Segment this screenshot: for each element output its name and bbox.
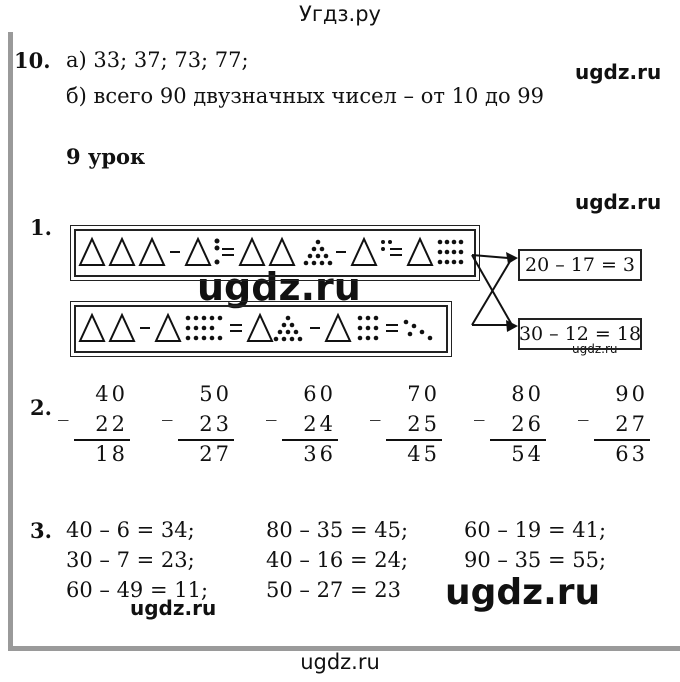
- equation: 50 – 27 = 23: [266, 578, 401, 602]
- minus-sign: _: [370, 397, 384, 421]
- minus-sign: _: [58, 397, 72, 421]
- result: 18: [95, 442, 128, 466]
- minuend: 50: [199, 382, 232, 406]
- equation: 40 – 6 = 34;: [66, 518, 195, 542]
- result: 54: [511, 442, 544, 466]
- result: 63: [615, 442, 648, 466]
- triangle-shape: [110, 239, 134, 265]
- equation: 80 – 35 = 45;: [266, 518, 409, 542]
- triangle-shape: [240, 239, 264, 265]
- subtrahend: 25: [407, 412, 440, 436]
- site-header: Угдз.ру: [299, 2, 381, 26]
- task10-part-b: б) всего 90 двузначных чисел – от 10 до 99: [66, 84, 544, 108]
- arrow-head: [506, 320, 518, 332]
- minuend: 90: [615, 382, 648, 406]
- watermark: ugdz.ru: [572, 342, 618, 356]
- task-number: 2.: [30, 395, 52, 420]
- result: 45: [407, 442, 440, 466]
- watermark: ugdz.ru: [197, 265, 361, 309]
- equation: 30 – 7 = 23;: [66, 548, 195, 572]
- task10-part-a: а) 33; 37; 73; 77;: [66, 48, 249, 72]
- watermark: ugdz.ru: [575, 60, 662, 84]
- triangle-shape: [270, 239, 294, 265]
- divider: [282, 439, 338, 441]
- minuend: 80: [511, 382, 544, 406]
- watermark: ugdz.ru: [445, 572, 601, 613]
- divider: [386, 439, 442, 441]
- subtrahend: 26: [511, 412, 544, 436]
- task-number: 3.: [30, 518, 52, 543]
- triangle-shape: [352, 239, 376, 265]
- triangle-shape: [248, 315, 272, 341]
- minuend: 40: [95, 382, 128, 406]
- minus-sign: _: [266, 397, 280, 421]
- task-number: 10.: [14, 48, 51, 73]
- minuend: 70: [407, 382, 440, 406]
- site-footer: ugdz.ru: [300, 650, 380, 674]
- arrow-head: [506, 252, 518, 264]
- divider: [594, 439, 650, 441]
- subtrahend: 23: [199, 412, 232, 436]
- equation: 60 – 49 = 11;: [66, 578, 209, 602]
- triangle-shape: [80, 239, 104, 265]
- result: 36: [303, 442, 336, 466]
- equation: 90 – 35 = 55;: [464, 548, 607, 572]
- subtrahend: 27: [615, 412, 648, 436]
- triangle-shape: [408, 239, 432, 265]
- divider: [178, 439, 234, 441]
- minus-sign: _: [578, 397, 592, 421]
- triangle-shape: [156, 315, 180, 341]
- watermark: ugdz.ru: [575, 190, 662, 214]
- lesson-heading: 9 урок: [66, 144, 146, 169]
- minus-sign: _: [474, 397, 488, 421]
- result: 27: [199, 442, 232, 466]
- triangle-shape: [186, 239, 210, 265]
- subtrahend: 24: [303, 412, 336, 436]
- triangle-shape: [326, 315, 350, 341]
- equation: 40 – 16 = 24;: [266, 548, 409, 572]
- task-number: 1.: [30, 215, 52, 240]
- triangle-shape: [140, 239, 164, 265]
- answer-box-1: 20 – 17 = 3: [518, 249, 642, 281]
- watermark: ugdz.ru: [130, 596, 217, 620]
- minuend: 60: [303, 382, 336, 406]
- divider: [490, 439, 546, 441]
- minus-sign: _: [162, 397, 176, 421]
- equation: 60 – 19 = 41;: [464, 518, 607, 542]
- subtrahend: 22: [95, 412, 128, 436]
- answer-box-2: 30 – 12 = 18: [518, 318, 642, 350]
- triangle-shape: [80, 315, 104, 341]
- triangle-shape: [110, 315, 134, 341]
- divider: [74, 439, 130, 441]
